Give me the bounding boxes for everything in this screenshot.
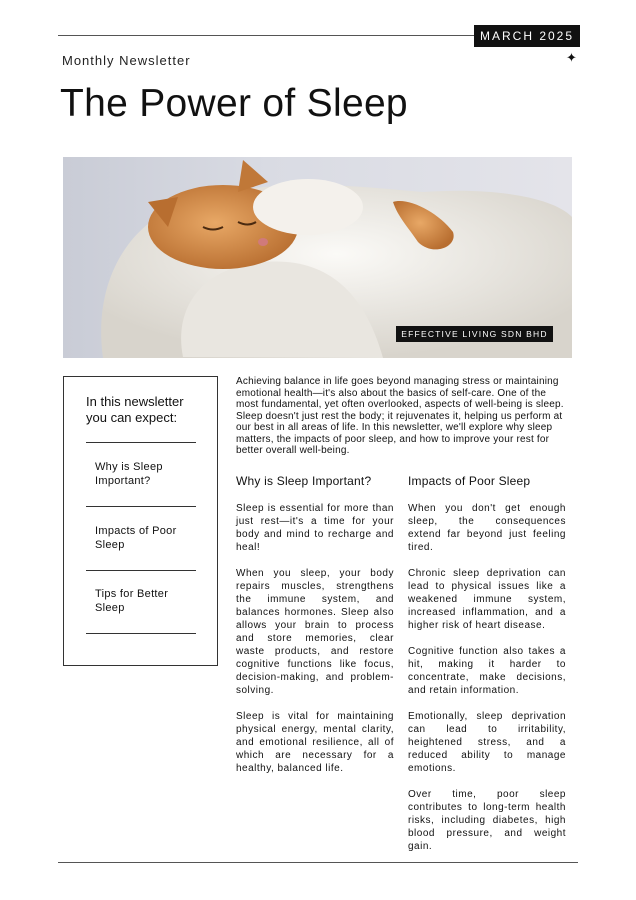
toc-item-impacts-poor-sleep[interactable]: Impacts of Poor Sleep — [95, 525, 177, 551]
toc-divider — [86, 570, 196, 571]
header-rule — [58, 35, 476, 36]
section-paragraph: Over time, poor sleep contributes to long-term health risks, including diabetes, high blood pressure, and weight gain. — [408, 789, 566, 852]
page-title: The Power of Sleep — [60, 82, 408, 125]
toc-divider — [86, 506, 196, 507]
section-heading: Why is Sleep Important? — [236, 474, 372, 488]
section-paragraph: Cognitive function also takes a hit, making it harder to concentrate, make decisions, and retain information. — [408, 646, 566, 696]
toc-heading: In this newsletter you can expect: — [86, 394, 184, 425]
footer-rule — [58, 862, 578, 863]
toc-item-why-sleep-important[interactable]: Why is Sleep Important? — [95, 461, 163, 487]
section-heading: Impacts of Poor Sleep — [408, 474, 531, 488]
section-paragraph: Sleep is vital for maintaining physical energy, mental clarity, and emotional resilience, all of which are necessary for a healthy, balanced life. — [236, 711, 394, 774]
section-why-sleep-important — [236, 474, 394, 788]
toc-item-tips-better-sleep[interactable]: Tips for Better Sleep — [95, 588, 169, 614]
section-paragraph: Sleep is essential for more than just rest—it's a time for your body and mind to recharge and heal! — [236, 503, 394, 553]
date-badge: MARCH 2025 — [474, 25, 580, 47]
section-impacts-poor-sleep — [408, 474, 566, 866]
toc-divider — [86, 442, 196, 443]
table-of-contents — [63, 376, 218, 666]
section-paragraph: When you sleep, your body repairs muscles, strengthens the immune system, and balances hormones. Sleep also allows your brain to process and store memories, clear waste products, and restore cognitive functions like focus, decision-making, and problem-solving. — [236, 568, 394, 696]
section-paragraph: Chronic sleep deprivation can lead to physical issues like a weakened immune system, increased inflammation, and a higher risk of heart disease. — [408, 568, 566, 631]
intro-paragraph: Achieving balance in life goes beyond managing stress or maintaining emotional health—it's also about the basics of self-care. One of the most fundamental, yet often overlooked, aspects of well-being is sleep. Sleep doesn't just rest the body; it rejuvenates it, helping us perform at our best in all areas of life. In this newsletter, we'll explore why sleep matters, the impacts of poor sleep, and how to improve your rest for better overall well-being. — [236, 376, 564, 456]
newsletter-subtitle: Monthly Newsletter — [62, 53, 191, 68]
section-paragraph: Emotionally, sleep deprivation can lead to irritability, heightened stress, and a reduced ability to manage emotions. — [408, 711, 566, 774]
section-paragraph: When you don't get enough sleep, the consequences extend far beyond just feeling tired. — [408, 503, 566, 553]
sparkle-icon: ✦ — [566, 50, 577, 65]
toc-divider — [86, 633, 196, 634]
image-caption: EFFECTIVE LIVING SDN BHD — [396, 326, 553, 342]
